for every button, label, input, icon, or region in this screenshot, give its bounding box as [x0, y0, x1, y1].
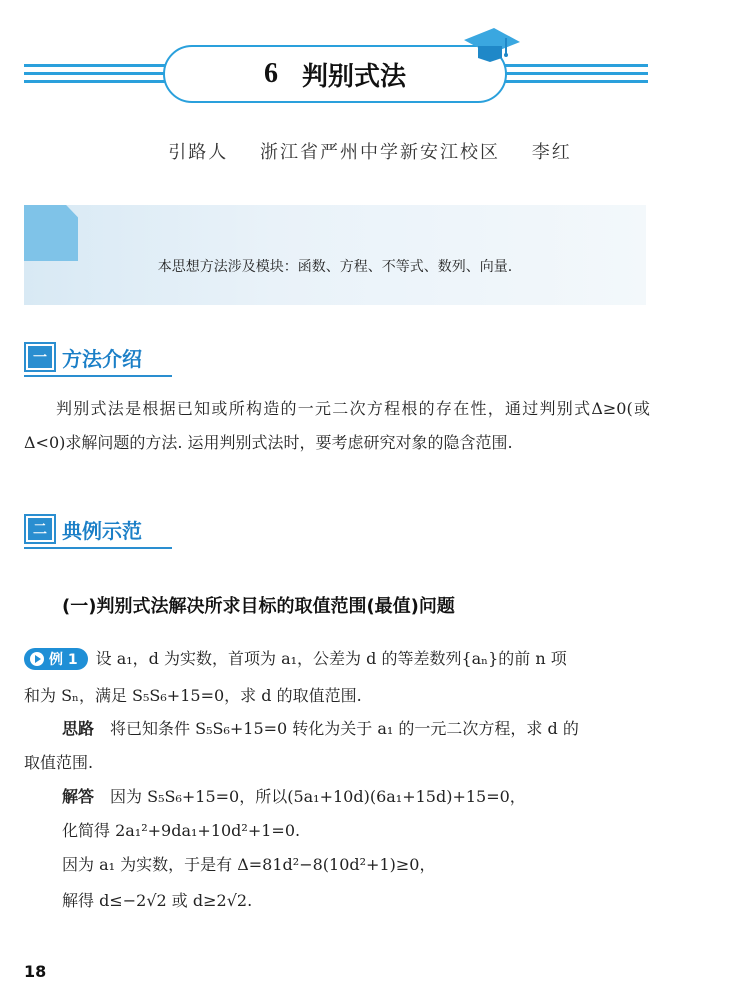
solution-label: 解答: [62, 787, 95, 806]
solution-line-2: 化简得 2a₁²+9da₁+10d²+1=0.: [62, 821, 301, 840]
solution-line-4: 解得 d≤−2√2 或 d≥2√2.: [62, 891, 253, 910]
example-text: 设 a₁，d 为实数，首项为 a₁，公差为 d 的等差数列{aₙ}的前 n 项: [95, 649, 567, 668]
section-title: 方法介绍: [62, 346, 142, 371]
thinking-label: 思路: [62, 719, 95, 738]
example-line-2: 和为 Sₙ，满足 S₅S₆+15=0，求 d 的取值范围.: [24, 686, 362, 705]
solution-text: 因为 S₅S₆+15=0，所以(5a₁+10d)(6a₁+15d)+15=0，: [110, 787, 526, 806]
banner-line: [24, 64, 166, 67]
section-title: 典例示范: [62, 518, 142, 543]
solution-line-1: [62, 784, 526, 807]
byline: [0, 138, 740, 164]
page-number: 18: [24, 962, 47, 981]
section-number: 一: [28, 346, 52, 368]
section-number: 二: [28, 518, 52, 540]
thinking-line-2: 取值范围.: [24, 753, 94, 772]
thinking-line-1: [62, 716, 579, 739]
section-number-box: [24, 514, 56, 544]
graduation-cap-icon: [462, 26, 522, 64]
scope-text: 本思想方法涉及模块：函数、方程、不等式、数列、向量.: [157, 259, 513, 275]
banner-line: [24, 80, 166, 83]
thinking-text: 将已知条件 S₅S₆+15=0 转化为关于 a₁ 的一元二次方程，求 d 的: [110, 719, 579, 738]
method-paragraph: [24, 392, 650, 460]
method-paragraph-text: 判别式法是根据已知或所构造的一元二次方程根的存在性，通过判别式Δ≥0(或Δ<0)求解问题的方法. 运用判别式法时，要考虑研究对象的隐含范围.: [24, 399, 650, 452]
section-number-box: [24, 342, 56, 372]
solution-line-3: 因为 a₁ 为实数，于是有 Δ=81d²−8(10d²+1)≥0，: [62, 855, 436, 874]
banner-line: [505, 72, 648, 75]
banner-line: [505, 80, 648, 83]
subsection-title: (一)判别式法解决所求目标的取值范围(最值)问题: [62, 596, 455, 617]
example-line-1: [24, 646, 567, 670]
section-rule: [24, 375, 172, 377]
play-icon: [30, 652, 44, 666]
chapter-title: [163, 45, 507, 103]
scope-box: [24, 205, 646, 305]
example-badge-label: 例 1: [49, 652, 78, 668]
section-rule: [24, 547, 172, 549]
example-badge: [24, 648, 88, 670]
chapter-title-text: 判别式法: [301, 61, 406, 92]
byline-role: 引路人: [168, 142, 229, 163]
banner-line: [505, 64, 648, 67]
chapter-number: 6: [263, 58, 278, 89]
byline-school: 浙江省严州中学新安江校区: [260, 142, 500, 163]
scope-box-tab: [24, 205, 78, 261]
byline-author: 李红: [531, 142, 572, 163]
section-heading-method: [24, 340, 142, 374]
banner-line: [24, 72, 166, 75]
section-heading-examples: [24, 512, 142, 546]
